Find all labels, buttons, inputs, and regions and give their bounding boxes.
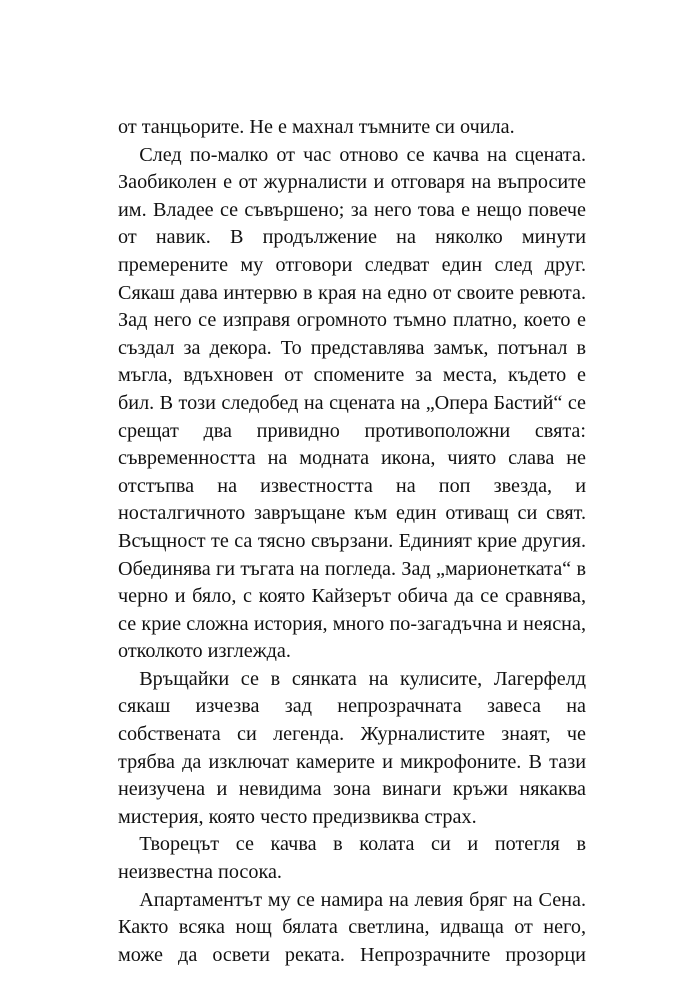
paragraph-1 <box>118 114 586 142</box>
text-line: премерените му отговори следват един след друг. <box>118 253 586 276</box>
text-line: Апартаментът му се намира на левия бряг на Сена. <box>139 888 586 911</box>
text-line: бил. В този следобед на сцената на „Опера Бастий“ се <box>118 391 586 414</box>
text-line: мъгла, вдъхновен от спомените за места, където е <box>118 364 586 387</box>
book-page <box>118 114 586 969</box>
text-line: им. Владее се съвършено; за него това е нещо повече <box>118 198 586 221</box>
text-line: След по-малко от час отново се качва на сцената. <box>139 143 586 166</box>
text-line: от навик. В продължение на няколко минути <box>118 226 586 249</box>
text-line: Всъщност те са тясно свързани. Единият крие другия. <box>118 529 586 552</box>
text-line: създал за декора. То представлява замък, потънал в <box>118 336 586 359</box>
paragraph-4 <box>118 831 586 886</box>
paragraph-5 <box>118 887 586 970</box>
text-line: съвременността на модната икона, чиято слава не <box>118 447 586 470</box>
text-line: носталгичното завръщане към един отиващ си свят. <box>118 502 586 525</box>
text-line: Заобиколен е от журналисти и отговаря на въпросите <box>118 171 586 194</box>
text-line: черно и бяло, с която Кайзерът обича да се сравнява, <box>118 585 586 608</box>
text-line: собствената си легенда. Журналистите знаят, че <box>118 723 586 746</box>
text-line: отколкото изглежда. <box>118 640 291 663</box>
text-line: отстъпва на известността на поп звезда, и <box>118 474 586 497</box>
text-line: може да освети реката. Непрозрачните прозорци <box>118 943 586 966</box>
text-line: Сякаш дава интервю в края на едно от своите ревюта. <box>118 281 586 304</box>
text-line: Зад него се изправя огромното тъмно платно, което е <box>118 309 586 332</box>
paragraph-2 <box>118 142 586 666</box>
text-line: от танцьорите. Не е махнал тъмните си очила. <box>118 116 515 138</box>
text-line: Както всяка нощ бялата светлина, идваща от него, <box>118 916 586 939</box>
text-line: мистерия, която често предизвиква страх. <box>118 805 477 828</box>
text-line: Обединява ги тъгата на погледа. Зад „марионетката“ в <box>118 557 586 580</box>
text-line: неизучена и невидима зона винаги кръжи някаква <box>118 778 586 801</box>
text-line: трябва да изключат камерите и микрофоните. В тази <box>118 750 586 773</box>
text-line: Връщайки се в сянката на кулисите, Лагерфелд <box>139 667 586 690</box>
text-line: сякаш изчезва зад непрозрачната завеса на <box>118 695 586 718</box>
text-line: неизвестна посока. <box>118 861 282 884</box>
text-line: срещат два привидно противоположни свята: <box>118 419 586 442</box>
text-line: Творецът се качва в колата си и потегля в <box>139 833 586 856</box>
paragraph-3 <box>118 666 586 832</box>
text-line: се крие сложна история, много по-загадъчна и неясна, <box>118 612 586 635</box>
